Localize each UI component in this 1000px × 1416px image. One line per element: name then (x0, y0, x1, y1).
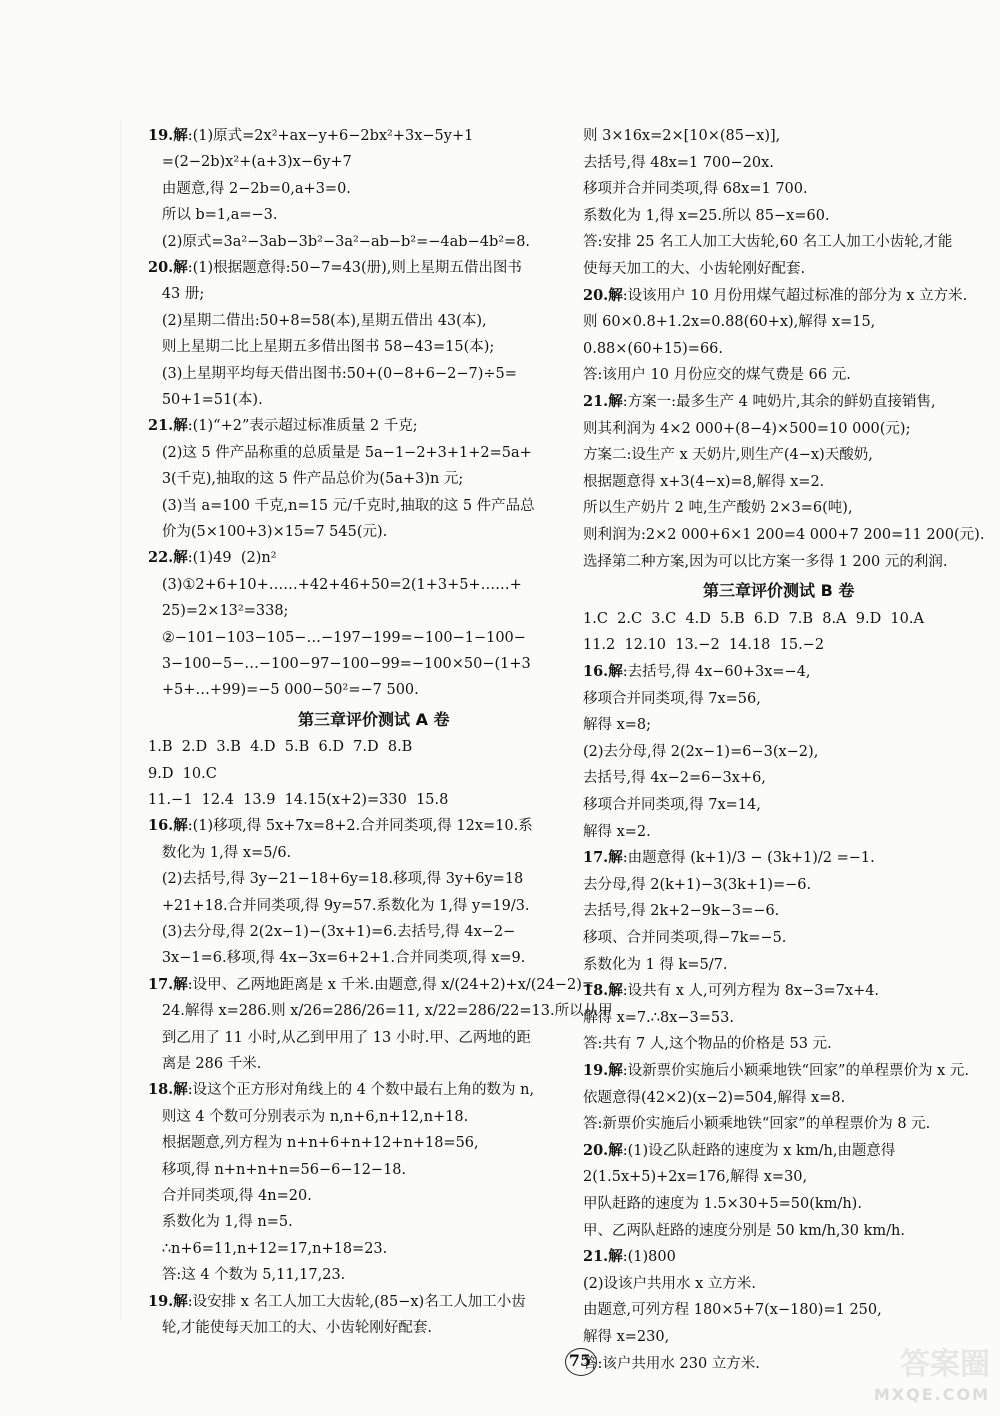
answer-text: (2)设该户共用水 x 立方米. (583, 1275, 757, 1292)
question-number: 18. (148, 1081, 174, 1099)
answer-text: 合并同类项,得 4n=20. (148, 1188, 312, 1204)
answer-line (583, 1115, 930, 1133)
answer-line (148, 629, 526, 647)
answer-text: 答:这 4 个数为 5,11,17,23. (148, 1267, 346, 1284)
question-number: 17. (583, 849, 609, 867)
solution-keyword: 解 (608, 1248, 623, 1266)
answer-line (148, 153, 352, 171)
answer-line (583, 180, 808, 198)
answer-text: 答:共有 7 人,这个物品的价格是 53 元. (583, 1036, 832, 1053)
answer-line (583, 154, 774, 172)
solution-keyword: 解 (608, 393, 623, 410)
solution-keyword: 解 (173, 1081, 188, 1099)
answer-text: :(1)根据题意得:50−7=43(册),则上星期五借出图书 (187, 260, 522, 276)
answer-item (583, 982, 879, 1000)
answer-line (148, 870, 523, 888)
answer-text: 解得 x=7.∴8x−3=53. (583, 1009, 734, 1026)
answer-text: +21+18.合并同类项,得 9y=57.系数化为 1,得 y=19/3. (148, 897, 530, 914)
answer-item (583, 1248, 676, 1266)
answer-line (583, 340, 723, 358)
answer-line (148, 1055, 261, 1073)
answer-line (148, 1266, 345, 1284)
answer-text: 数化为 1,得 x=5/6. (148, 844, 292, 861)
question-number: 21. (583, 393, 609, 410)
answer-line (148, 523, 387, 541)
answer-item (148, 1293, 526, 1311)
answer-text: 价为(5×100+3)×15=7 545(元). (148, 524, 388, 540)
answer-text: 根据题意得 x+3(4−x)=8,解得 x=2. (583, 473, 825, 490)
answer-line (583, 526, 984, 544)
answer-text: 依题意得(42×2)(x−2)=504,解得 x=8. (583, 1089, 846, 1106)
answer-line (148, 444, 532, 462)
answer-line (583, 769, 766, 787)
answer-text: 答:新票价实施后小颖乘地铁“回家”的单程票价为 8 元. (583, 1116, 931, 1133)
answer-text: 解得 x=2. (583, 823, 651, 840)
answer-line (583, 1328, 669, 1346)
answer-line (148, 497, 535, 515)
answer-text: 2(1.5x+5)+2x=176,解得 x=30, (583, 1169, 808, 1186)
answer-line (148, 206, 277, 224)
question-number: 22. (148, 549, 174, 567)
watermark-sub: MXQE.COM (873, 1385, 990, 1404)
answer-line (583, 446, 873, 464)
answer-line (148, 765, 217, 783)
answer-text: 1.C 2.C 3.C 4.D 5.B 6.D 7.B 8.A 9.D 10.A (583, 610, 924, 627)
answer-line (148, 180, 351, 198)
answer-line (148, 655, 531, 673)
answer-line (583, 743, 818, 761)
question-number: 18. (583, 982, 609, 1000)
answer-text: 则 60×0.8+1.2x=0.88(60+x),解得 x=15, (583, 314, 876, 331)
answer-line (583, 716, 651, 734)
answer-line (583, 420, 910, 438)
answer-text: 答:该户共用水 230 立方米. (583, 1355, 760, 1372)
answer-line (583, 366, 851, 384)
answer-item (583, 287, 967, 305)
answer-line (583, 1009, 734, 1027)
answer-text: :方案一:最多生产 4 吨奶片,其余的鲜奶直接销售, (622, 394, 936, 410)
question-number: 19. (583, 1062, 609, 1079)
answer-text: 移项合并同类项,得 7x=56, (583, 690, 761, 707)
answer-item (148, 976, 594, 994)
answer-text: (2)这 5 件产品称重的总质量是 5a−1−2+3+1+2=5a+ (148, 444, 532, 461)
answer-text: 所以生产奶片 2 吨,生产酸奶 2×3=6(吨), (583, 500, 853, 517)
answer-text: 则上星期二比上星期五多借出图书 58−43=15(本); (148, 339, 495, 356)
answer-item (148, 259, 522, 277)
answer-text: 答:该用户 10 月份应交的煤气费是 66 元. (583, 367, 851, 384)
answer-line (148, 1319, 432, 1337)
answer-text: 系数化为 1,得 x=25.所以 85−x=60. (583, 207, 830, 224)
answer-line (148, 470, 463, 488)
answer-line (583, 553, 947, 571)
answer-text: 则 3×16x=2×[10×(85−x)], (583, 128, 781, 144)
answer-item (583, 1062, 969, 1080)
answer-line (148, 738, 412, 756)
section-heading: 第三章评价测试 A 卷 (298, 709, 450, 729)
answer-item (148, 1081, 534, 1099)
answer-text: ∴n+6=11,n+12=17,n+18=23. (148, 1240, 388, 1257)
answer-text: 根据题意,列方程为 n+n+6+n+12+n+18=56, (148, 1135, 479, 1152)
answer-text: :设安排 x 名工人加工大齿轮,(85−x)名工人加工小齿 (187, 1293, 526, 1310)
question-number: 21. (148, 417, 174, 435)
answer-line (148, 1240, 387, 1258)
answer-text: 解得 x=8; (583, 717, 652, 734)
question-number: 16. (148, 817, 174, 835)
answer-item (148, 127, 473, 145)
answer-line (148, 576, 522, 594)
answer-text: 去括号,得 2k+2−9k−3=−6. (583, 903, 780, 920)
answer-text: 24.解得 x=286.则 x/26=286/26=11, x/22=286/22=13.所以从甲 (148, 1003, 613, 1020)
answer-line (583, 1222, 905, 1240)
answer-text: :设共有 x 人,可列方程为 8x−3=7x+4. (622, 983, 880, 1000)
answer-line (583, 1035, 832, 1053)
answer-text: 0.88×(60+15)=66. (583, 340, 724, 357)
answer-text: 离是 286 千米. (148, 1056, 262, 1072)
answer-text: :(1)“+2”表示超过标准质量 2 千克; (187, 418, 418, 435)
answer-text: 则利润为:2×2 000+6×1 200=4 000+7 200=11 200(元). (583, 527, 985, 543)
answer-line (148, 1108, 468, 1126)
margin-line (120, 120, 121, 1320)
answer-item (148, 817, 533, 835)
question-number: 17. (148, 975, 174, 993)
answer-item (148, 417, 418, 435)
solution-keyword: 解 (608, 1062, 623, 1079)
answer-line (148, 844, 291, 862)
solution-keyword: 解 (608, 849, 623, 867)
answer-line (583, 260, 805, 278)
answer-line (583, 127, 780, 145)
answer-line (148, 338, 494, 356)
answer-line (583, 473, 824, 491)
answer-line (148, 1134, 479, 1152)
answer-item (583, 1142, 895, 1160)
question-number: 16. (583, 663, 609, 680)
answer-item (583, 849, 875, 867)
answer-text: 甲、乙两队赶路的速度分别是 50 km/h,30 km/h. (583, 1222, 905, 1239)
answer-text: :(1)移项,得 5x+7x=8+2.合并同类项,得 12x=10.系 (187, 818, 533, 835)
answer-text: 方案二:设生产 x 天奶片,则生产(4−x)天酸奶, (583, 447, 873, 464)
answer-item (583, 393, 936, 411)
answer-text: :设新票价实施后小颖乘地铁“回家”的单程票价为 x 元. (622, 1063, 969, 1079)
answer-text: 由题意,可列方程 180×5+7(x−180)=1 250, (583, 1302, 882, 1319)
answer-text: 系数化为 1,得 n=5. (148, 1214, 293, 1231)
answer-text: 移项合并同类项,得 7x=14, (583, 797, 761, 813)
answer-line (583, 610, 924, 628)
solution-keyword: 解 (608, 663, 623, 680)
answer-text: 50+1=51(本). (148, 392, 263, 408)
question-number: 19. (148, 127, 174, 144)
solution-keyword: 解 (173, 975, 188, 993)
answer-line (148, 923, 515, 941)
answer-line (148, 1029, 531, 1047)
answer-text: 所以 b=1,a=−3. (148, 207, 278, 224)
answer-text: (2)星期二借出:50+8=58(本),星期五借出 43(本), (148, 312, 487, 329)
answer-line (583, 636, 824, 654)
answer-line (148, 949, 525, 967)
answer-line (583, 876, 811, 894)
answer-text: 解得 x=230, (583, 1329, 670, 1345)
answer-line (148, 1213, 293, 1231)
watermark-logo (850, 1347, 990, 1410)
answer-line (583, 956, 727, 974)
answer-text: (3)去分母,得 2(2x−1)−(3x+1)=6.去括号,得 4x−2− (148, 924, 516, 940)
answer-line (148, 1187, 312, 1205)
answer-text: 则这 4 个数可分别表示为 n,n+6,n+12,n+18. (148, 1108, 469, 1125)
solution-keyword: 解 (608, 286, 623, 304)
answer-line (583, 313, 875, 331)
answer-line (583, 796, 761, 814)
answer-text: 系数化为 1 得 k=5/7. (583, 956, 728, 973)
answer-text: :设该用户 10 月份用煤气超过标准的部分为 x 立方米. (622, 287, 968, 304)
answer-line (583, 499, 853, 517)
answer-text: 3(千克),抽取的这 5 件产品总价为(5a+3)n 元; (148, 471, 464, 488)
watermark-main: 答案圈 (900, 1347, 990, 1382)
solution-keyword: 解 (173, 1292, 188, 1310)
answer-line (148, 365, 517, 383)
answer-text: 25)=2×13²=338; (148, 603, 289, 620)
answer-text: 轮,才能使每天加工的大、小齿轮刚好配套. (148, 1320, 433, 1336)
answer-text: 1.B 2.D 3.B 4.D 5.B 6.D 7.D 8.B (148, 739, 413, 756)
answer-text: :去括号,得 4x−60+3x=−4, (622, 664, 811, 680)
section-heading: 第三章评价测试 B 卷 (703, 581, 855, 601)
answer-text: (3)当 a=100 千克,n=15 元/千克时,抽取的这 5 件产品总 (148, 497, 535, 514)
answer-text: 11.−1 12.4 13.9 14.15(x+2)=330 15.8 (148, 792, 449, 808)
answer-line (583, 233, 952, 251)
solution-keyword: 解 (173, 127, 188, 144)
answer-line (148, 681, 419, 699)
answer-line (583, 1275, 756, 1293)
answer-text: (2)去分母,得 2(2x−1)=6−3(x−2), (583, 743, 819, 760)
answer-text: 由题意,得 2−2b=0,a+3=0. (148, 180, 351, 197)
question-number: 20. (148, 259, 174, 276)
solution-keyword: 解 (173, 259, 188, 276)
answer-item (583, 663, 811, 681)
answer-line (583, 690, 761, 708)
answer-line (148, 285, 204, 303)
answer-text: 9.D 10.C (148, 765, 217, 782)
answer-line (583, 1168, 807, 1186)
answer-line (148, 312, 487, 330)
solution-keyword: 解 (608, 1141, 623, 1159)
answer-text: (2)去括号,得 3y−21−18+6y=18.移项,得 3y+6y=18 (148, 871, 524, 888)
answer-line (148, 897, 530, 915)
answer-line (148, 1002, 613, 1020)
answer-text: 3−100−5−…−100−97−100−99=−100×50−(1+3 (148, 656, 531, 672)
answer-text: =(2−2b)x²+(a+3)x−6y+7 (148, 154, 352, 171)
answer-text: 则其利润为 4×2 000+(8−4)×500=10 000(元); (583, 420, 911, 437)
answer-text: ②−101−103−105−…−197−199=−100−1−100− (148, 629, 526, 646)
answer-line (583, 207, 830, 225)
answer-text: 去分母,得 2(k+1)−3(3k+1)=−6. (583, 876, 812, 893)
answer-text: 移项并合并同类项,得 68x=1 700. (583, 181, 808, 198)
answer-text: 43 册; (148, 286, 205, 303)
answer-text: 选择第二种方案,因为可以比方案一多得 1 200 元的利润. (583, 553, 948, 570)
answer-line (583, 902, 779, 920)
answer-line (148, 1161, 406, 1179)
answer-text: 去括号,得 48x=1 700−20x. (583, 154, 774, 171)
answer-line (148, 233, 530, 251)
answer-text: 移项,得 n+n+n+n=56−6−12−18. (148, 1161, 407, 1178)
answer-text: :设甲、乙两地距离是 x 千米.由题意,得 x/(24+2)+x/(24−2)= (187, 976, 595, 993)
answer-text: 使每天加工的大、小齿轮刚好配套. (583, 261, 806, 277)
answer-text: :(1)800 (622, 1249, 676, 1266)
answer-line (583, 1089, 845, 1107)
answer-item (148, 549, 277, 567)
question-number: 21. (583, 1248, 609, 1266)
answer-text: 移项、合并同类项,得−7k=−5. (583, 930, 787, 946)
answer-text: (2)原式=3a²−3ab−3b²−3a²−ab−b²=−4ab−4b²=8. (148, 233, 531, 250)
answer-line (583, 1355, 760, 1373)
answer-text: :(1)49 (2)n² (187, 550, 277, 567)
answer-line (148, 391, 263, 409)
answer-text: :由题意得 (k+1)/3 − (3k+1)/2 =−1. (622, 850, 875, 867)
solution-keyword: 解 (173, 417, 188, 435)
answer-line (583, 1195, 862, 1213)
answer-text: 答:安排 25 名工人加工大齿轮,60 名工人加工小齿轮,才能 (583, 234, 953, 251)
answer-text: 去括号,得 4x−2=6−3x+6, (583, 770, 766, 787)
solution-keyword: 解 (608, 982, 623, 1000)
answer-text: :(1)设乙队赶路的速度为 x km/h,由题意得 (622, 1142, 896, 1159)
answer-text: :(1)原式=2x²+ax−y+6−2bx²+3x−5y+1 (187, 128, 474, 144)
answer-line (583, 1301, 882, 1319)
answer-text: (3)上星期平均每天借出图书:50+(0−8+6−2−7)÷5= (148, 365, 517, 382)
answer-text: 3x−1=6.移项,得 4x−3x=6+2+1.合并同类项,得 x=9. (148, 950, 526, 967)
page-number: 75 (568, 1351, 592, 1370)
solution-keyword: 解 (173, 817, 188, 835)
answer-text: (3)①2+6+10+……+42+46+50=2(1+3+5+……+ (148, 576, 522, 593)
answer-line (583, 823, 651, 841)
answer-line (148, 791, 448, 809)
answer-text: :设这个正方形对角线上的 4 个数中最右上角的数为 n, (187, 1082, 535, 1099)
solution-keyword: 解 (173, 549, 188, 567)
answer-line (583, 929, 786, 947)
answer-text: 甲队赶路的速度为 1.5×30+5=50(km/h). (583, 1196, 862, 1212)
question-number: 19. (148, 1292, 174, 1310)
answer-text: 到乙用了 11 小时,从乙到甲用了 13 小时.甲、乙两地的距 (148, 1029, 531, 1046)
answer-line (148, 602, 288, 620)
question-number: 20. (583, 1141, 609, 1159)
answer-text: 11.2 12.10 13.−2 14.18 15.−2 (583, 637, 825, 654)
question-number: 20. (583, 286, 609, 304)
answer-text: +5+…+99)=−5 000−50²=−7 500. (148, 682, 419, 699)
